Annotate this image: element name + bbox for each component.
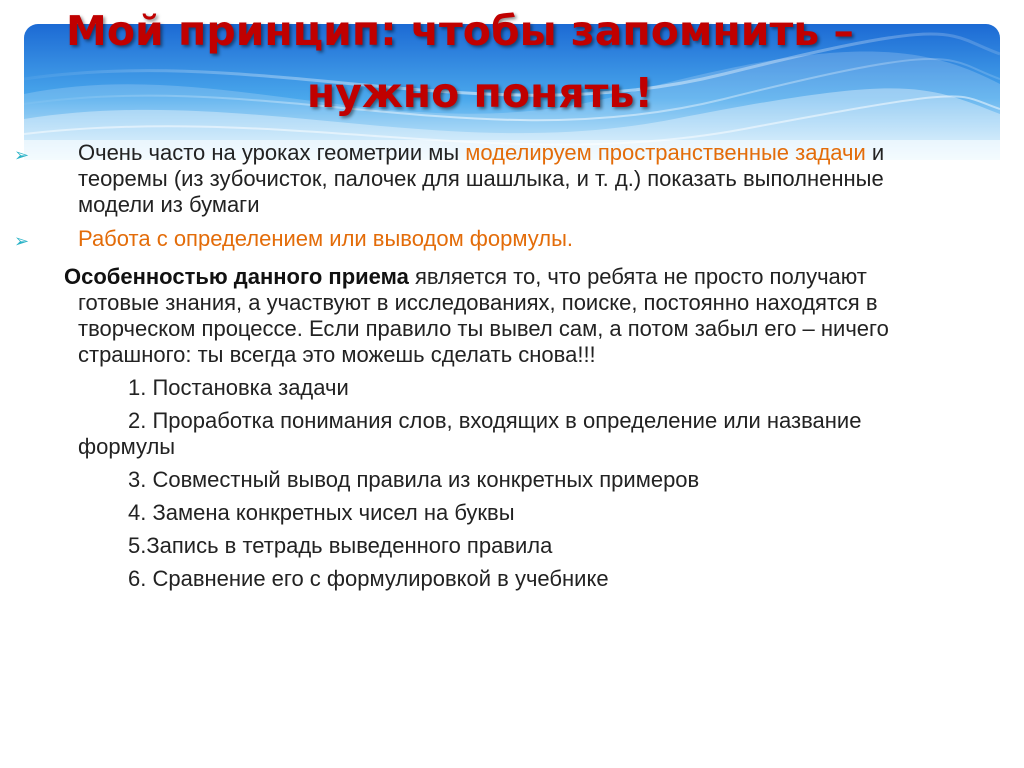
bullet-item — [0, 226, 1000, 252]
feature-bold-lead: Особенностью данного приема — [64, 264, 409, 289]
step-item: 3. Совместный вывод правила из конкретных примеров — [128, 467, 700, 492]
step-item: 1. Постановка задачи — [128, 375, 349, 400]
title-line-2: нужно понять! — [306, 69, 654, 117]
bullet-highlight: Работа с определением или выводом формулы. — [78, 226, 574, 251]
bullet-text-part: и теоремы (из зубочисток, палочек для шашлыка, и т. д.) показать выполненные модели из бумаги — [78, 140, 885, 217]
slide-title — [0, 0, 920, 124]
step-item: 4. Замена конкретных чисел на буквы — [128, 500, 515, 525]
title-line-1: Мой принцип: чтобы запомнить – — [66, 7, 854, 55]
bullet-highlight: моделируем пространственные задачи — [465, 140, 866, 165]
bullet-text-part: Очень часто на уроках геометрии мы — [78, 140, 466, 165]
step-item: 2. Проработка понимания слов, входящих в определение или название формулы — [78, 408, 862, 459]
feature-text: является то, что ребята не просто получают готовые знания, а участвуют в исследованиях, поиске, постоянно находятся в творческом процессе. Если правило ты вывел сам, а потом забыл его – ничего страшного: ты всегда это можешь сделать снова!!! — [78, 264, 889, 367]
slide-body — [0, 140, 1000, 592]
step-item: 6. Сравнение его с формулировкой в учебнике — [128, 566, 609, 591]
feature-paragraph — [0, 264, 1000, 368]
arrow-bullet-icon: ➢ — [14, 231, 30, 251]
step-item: 5.Запись в тетрадь выведенного правила — [128, 533, 553, 558]
bullet-item — [0, 140, 1000, 218]
bullet-text — [0, 140, 1000, 218]
arrow-bullet-icon: ➢ — [14, 145, 30, 165]
